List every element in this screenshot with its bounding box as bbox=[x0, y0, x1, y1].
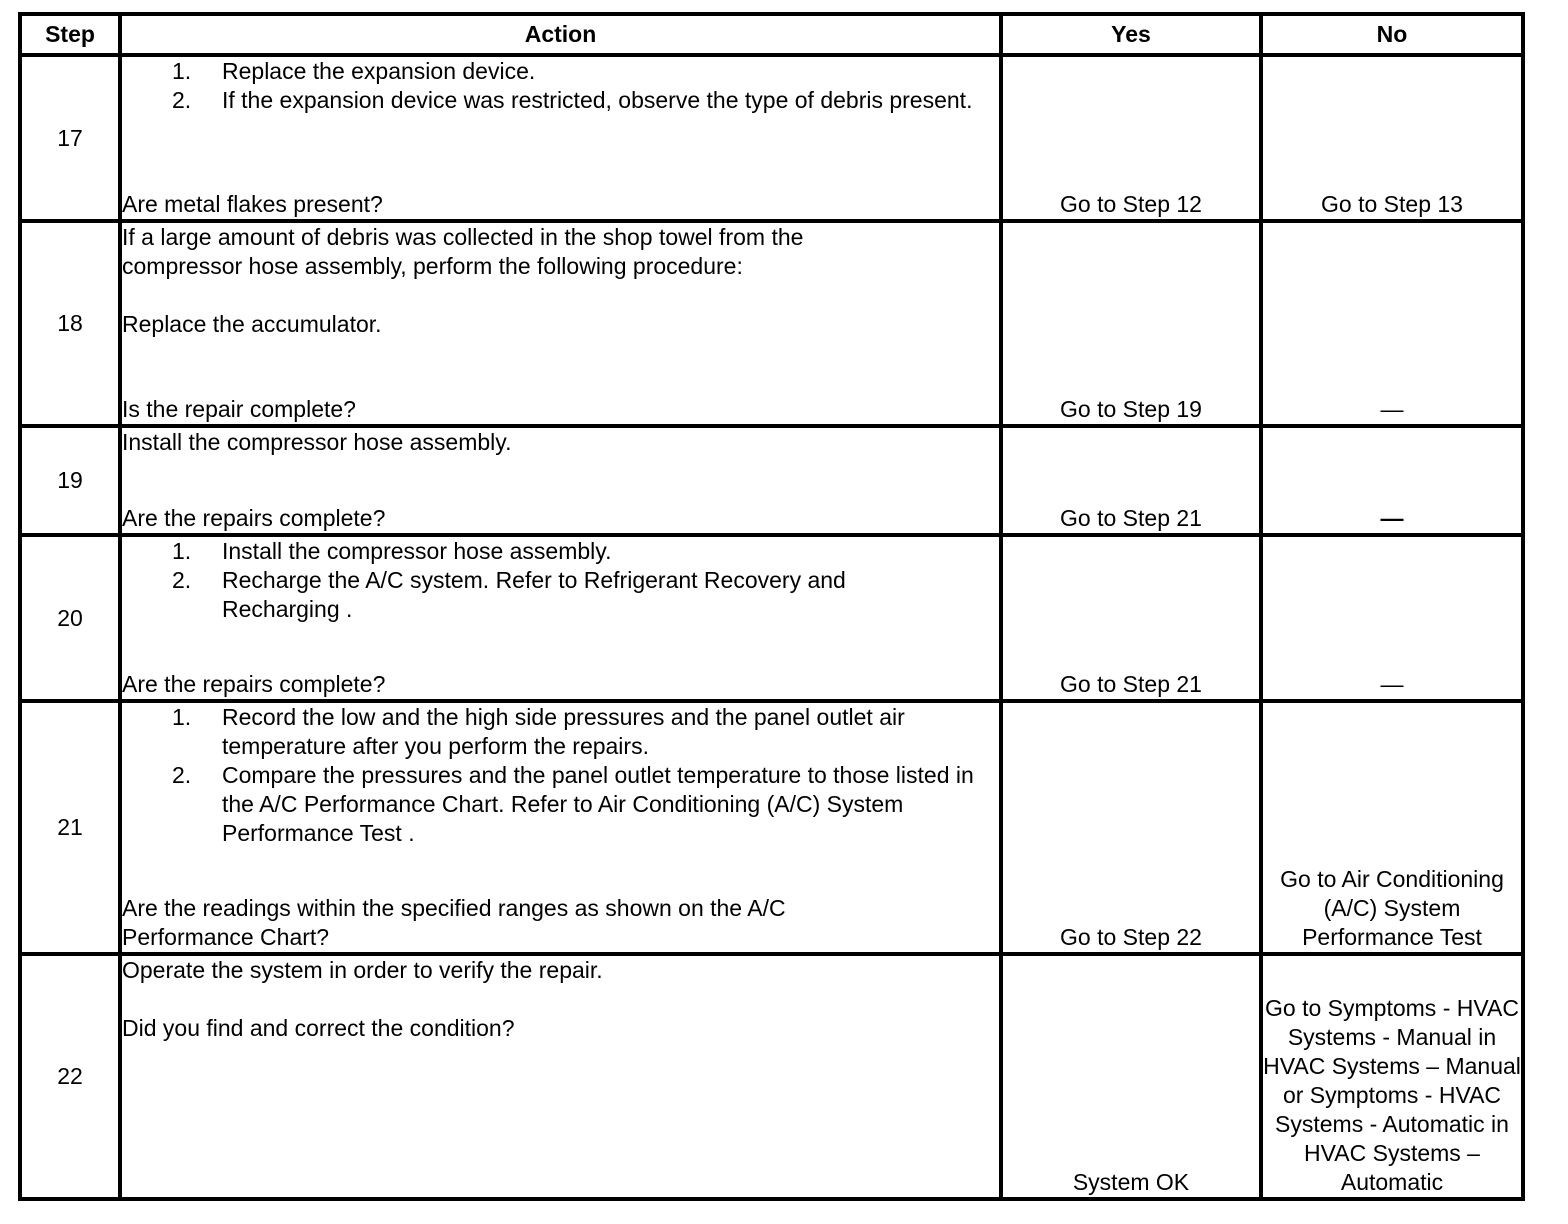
step-number: 21 bbox=[20, 701, 120, 954]
action-cell bbox=[120, 535, 1001, 701]
header-step: Step bbox=[20, 14, 120, 55]
list-item: 1. Replace the expansion device. bbox=[172, 58, 536, 84]
action-question: Did you find and correct the condition? bbox=[122, 1015, 515, 1041]
step-number: 22 bbox=[20, 954, 120, 1199]
yes-result: System OK bbox=[1001, 954, 1261, 1199]
table-row-step-17 bbox=[20, 55, 1523, 221]
table-row-step-18 bbox=[20, 221, 1523, 426]
no-result: — bbox=[1261, 426, 1523, 535]
action-cell bbox=[120, 426, 1001, 535]
no-result: Go to Symptoms - HVAC Systems - Manual in HVAC Systems – Manual or Symptoms - HVAC Systems - Automatic in HVAC Systems – Automatic bbox=[1261, 954, 1523, 1199]
table-row-step-21 bbox=[20, 701, 1523, 954]
step-number: 19 bbox=[20, 426, 120, 535]
list-item: 2. If the expansion device was restricted, observe the type of debris present. bbox=[172, 87, 973, 113]
table-row-step-22 bbox=[20, 954, 1523, 1199]
action-list bbox=[122, 537, 999, 624]
table-row-step-19 bbox=[20, 426, 1523, 535]
header-row bbox=[20, 14, 1523, 55]
diagnostic-table bbox=[18, 12, 1525, 1201]
header-yes: Yes bbox=[1001, 14, 1261, 55]
action-intro: Install the compressor hose assembly. bbox=[122, 429, 512, 455]
list-item: 2. Compare the pressures and the panel outlet temperature to those listed in the A/C Performance Chart. Refer to Air Conditioning (A/C) System Performance Test . bbox=[172, 762, 974, 846]
action-cell bbox=[120, 221, 1001, 426]
yes-result: Go to Step 19 bbox=[1001, 221, 1261, 426]
yes-result: Go to Step 21 bbox=[1001, 426, 1261, 535]
action-list bbox=[122, 703, 999, 848]
no-result: — bbox=[1261, 221, 1523, 426]
yes-result: Go to Step 12 bbox=[1001, 55, 1261, 221]
no-result: Go to Air Conditioning (A/C) System Performance Test bbox=[1261, 701, 1523, 954]
header-action: Action bbox=[120, 14, 1001, 55]
action-cell bbox=[120, 954, 1001, 1199]
action-question: Is the repair complete? bbox=[122, 396, 356, 422]
action-question: Are the repairs complete? bbox=[122, 671, 386, 697]
header-no: No bbox=[1261, 14, 1523, 55]
step-number: 20 bbox=[20, 535, 120, 701]
yes-result: Go to Step 21 bbox=[1001, 535, 1261, 701]
list-item: 2. Recharge the A/C system. Refer to Refrigerant Recovery and Recharging . bbox=[172, 567, 846, 622]
action-intro: Operate the system in order to verify the repair. bbox=[122, 957, 603, 983]
action-list bbox=[122, 57, 999, 115]
list-item: 1. Record the low and the high side pressures and the panel outlet air temperature after you perform the repairs. bbox=[172, 704, 905, 759]
no-result: Go to Step 13 bbox=[1261, 55, 1523, 221]
step-number: 17 bbox=[20, 55, 120, 221]
action-question: Are the repairs complete? bbox=[122, 505, 386, 531]
list-item: 1. Install the compressor hose assembly. bbox=[172, 538, 612, 564]
table-row-step-20 bbox=[20, 535, 1523, 701]
action-cell bbox=[120, 701, 1001, 954]
step-number: 18 bbox=[20, 221, 120, 426]
yes-result: Go to Step 22 bbox=[1001, 701, 1261, 954]
action-text: Replace the accumulator. bbox=[122, 311, 382, 337]
no-result: — bbox=[1261, 535, 1523, 701]
action-question: Are the readings within the specified ranges as shown on the A/C Performance Chart? bbox=[122, 895, 786, 950]
action-cell bbox=[120, 55, 1001, 221]
action-intro: If a large amount of debris was collected in the shop towel from the compressor hose assembly, perform the following procedure: bbox=[122, 224, 804, 279]
action-question: Are metal flakes present? bbox=[122, 191, 383, 217]
